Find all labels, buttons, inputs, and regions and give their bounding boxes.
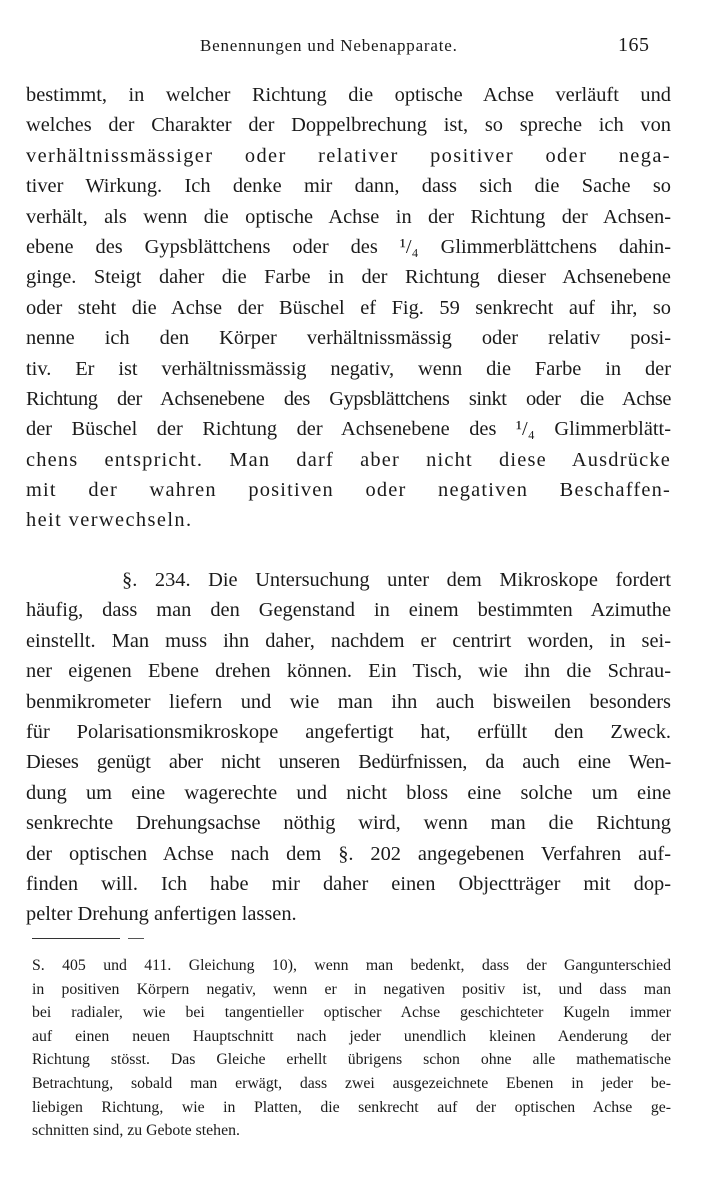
text-line: finden will. Ich habe mir daher einen Objectträger mit dop- (26, 872, 671, 895)
footnote-rule (32, 938, 120, 939)
section-234 (26, 565, 671, 930)
text-line: ebene des Gypsblättchens oder des ¹/₄ Glimmerblättchens dahin- (26, 235, 671, 258)
text-line: einstellt. Man muss ihn daher, nachdem er centrirt worden, in sei- (26, 629, 671, 652)
running-title: Benennungen und Nebenapparate. (200, 36, 458, 55)
footnote-line: bei radialer, wie bei tangentieller optischer Achse geschichteter Kugeln immer (32, 1004, 671, 1022)
text-line: pelter Drehung anfertigen lassen. (26, 903, 297, 926)
footnote (32, 954, 671, 1143)
text-line: nenne ich den Körper verhältnissmässig oder relativ posi- (26, 327, 671, 350)
text-line: oder steht die Achse der Büschel ef Fig. 59 senkrecht auf ihr, so (26, 296, 671, 319)
footnote-line: liebigen Richtung, wie in Platten, die senkrecht auf der optischen Achse ge- (32, 1098, 671, 1116)
text-line: ner eigenen Ebene drehen können. Ein Tisch, wie ihn die Schrau- (26, 660, 671, 683)
text-line: Richtung der Achsenebene des Gypsblättchens sinkt oder die Achse (26, 387, 671, 410)
text-line: verhältnissmässiger oder relativer positiver oder nega- (26, 144, 671, 167)
text-line: welches der Charakter der Doppelbrechung ist, so spreche ich von (26, 114, 671, 137)
text-line: tiv. Er ist verhältnissmässig negativ, wenn die Farbe in der (26, 357, 671, 380)
footnote-line: Betrachtung, sobald man erwägt, dass zwei ausgezeichnete Ebenen in jeder be- (32, 1074, 671, 1092)
text-line: §. 234. Die Untersuchung unter dem Mikroskope fordert (122, 569, 671, 591)
text-line: verhält, als wenn die optische Achse in der Richtung der Achsen- (26, 205, 671, 228)
page-number: 165 (618, 34, 650, 56)
text-line: chens entspricht. Man darf aber nicht diese Ausdrücke (26, 448, 671, 471)
footnote-line: S. 405 und 411. Gleichung 10), wenn man bedenkt, dass der Gangunterschied (32, 957, 671, 974)
text-line: tiver Wirkung. Ich denke mir dann, dass sich die Sache so (26, 175, 671, 198)
text-line: häufig, dass man den Gegenstand in einem bestimmten Azimuthe (26, 599, 671, 622)
text-line: dung um eine wagerechte und nicht bloss eine solche um eine (26, 781, 671, 804)
paragraph-optical-axis (26, 80, 671, 536)
footnote-line: Richtung stösst. Das Gleiche erhellt übrigens schon ohne alle mathematische (32, 1051, 671, 1069)
footnote-line: schnitten sind, zu Gebote stehen. (32, 1122, 240, 1140)
text-line: benmikrometer liefern und wie man ihn auch bisweilen besonders (26, 690, 671, 713)
text-line: für Polarisationsmikroskope angefertigt hat, erfüllt den Zweck. (26, 720, 671, 743)
text-line: heit verwechseln. (26, 509, 193, 532)
footnote-rule-short (128, 938, 144, 939)
text-line: bestimmt, in welcher Richtung die optische Achse verläuft und (26, 84, 671, 106)
text-line: Dieses genügt aber nicht unseren Bedürfnissen, da auch eine Wen- (26, 751, 671, 774)
text-line: der Büschel der Richtung der Achsenebene des ¹/₄ Glimmerblätt- (26, 418, 671, 441)
footnote-line: in positiven Körpern negativ, wenn er in negativen positiv ist, und dass man (32, 980, 671, 998)
text-line: senkrechte Drehungsachse nöthig wird, wenn man die Richtung (26, 812, 671, 835)
text-line: mit der wahren positiven oder negativen Beschaffen- (26, 479, 671, 502)
text-line: der optischen Achse nach dem §. 202 angegebenen Verfahren auf- (26, 842, 671, 865)
footnote-line: auf einen neuen Hauptschnitt nach jeder unendlich kleinen Aenderung der (32, 1027, 671, 1045)
text-line: ginge. Steigt daher die Farbe in der Richtung dieser Achsenebene (26, 266, 671, 289)
page-header (0, 36, 709, 60)
